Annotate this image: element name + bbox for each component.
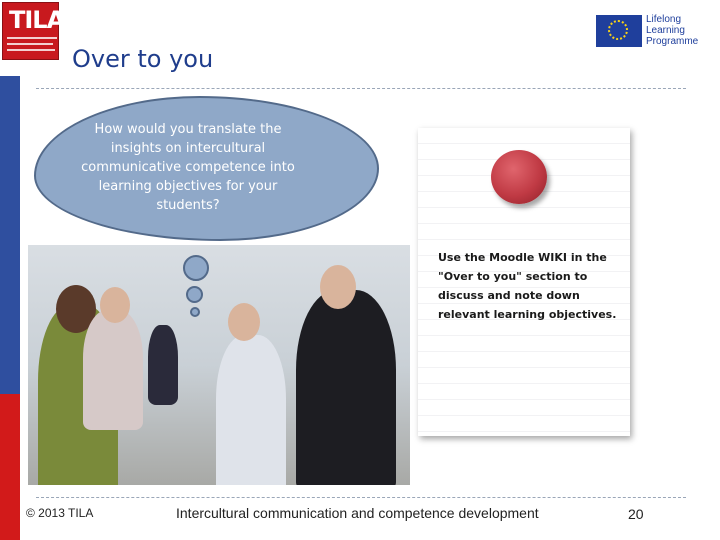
logo-tagline-line: [7, 43, 53, 45]
logo-text-line: Programme: [646, 36, 699, 47]
group-photo: [28, 245, 410, 485]
logo-text-line: Learning: [646, 25, 685, 36]
note-text: Use the Moodle WIKI in the "Over to you" section to discuss and note down relevant learning objectives.: [438, 251, 617, 321]
tila-logo-word: TILA: [9, 6, 65, 34]
footer-copyright: © 2013 TILA: [26, 506, 94, 520]
person-head: [228, 303, 260, 341]
person-figure: [148, 325, 178, 405]
person-figure: [83, 310, 143, 430]
logo-tagline-line: [7, 37, 57, 39]
footer-divider: [36, 497, 686, 498]
logo-text-line: Lifelong: [646, 14, 682, 25]
tila-logo: [2, 2, 65, 60]
left-accent-bar-blue: [0, 76, 20, 394]
thought-bubble-dot: [183, 255, 209, 281]
thought-bubble-dot: [186, 286, 203, 303]
eu-flag-icon: [596, 15, 642, 47]
left-accent-bar-red: [0, 394, 20, 540]
logo-tagline-line: [7, 49, 55, 51]
header-divider: [36, 88, 686, 89]
footer-title: Intercultural communication and competence development: [176, 505, 539, 521]
thought-bubble-dot: [190, 307, 200, 317]
person-head: [320, 265, 356, 309]
push-pin-icon: [491, 150, 547, 204]
lifelong-learning-logo-text: [646, 14, 716, 47]
page-number: 20: [628, 506, 644, 522]
person-figure: [216, 335, 286, 485]
thought-bubble-text: How would you translate the insights on intercultural communicative competence into learning objectives for your students?: [81, 122, 295, 213]
page-title: Over to you: [72, 45, 214, 73]
person-head: [100, 287, 130, 323]
person-figure: [296, 290, 396, 485]
